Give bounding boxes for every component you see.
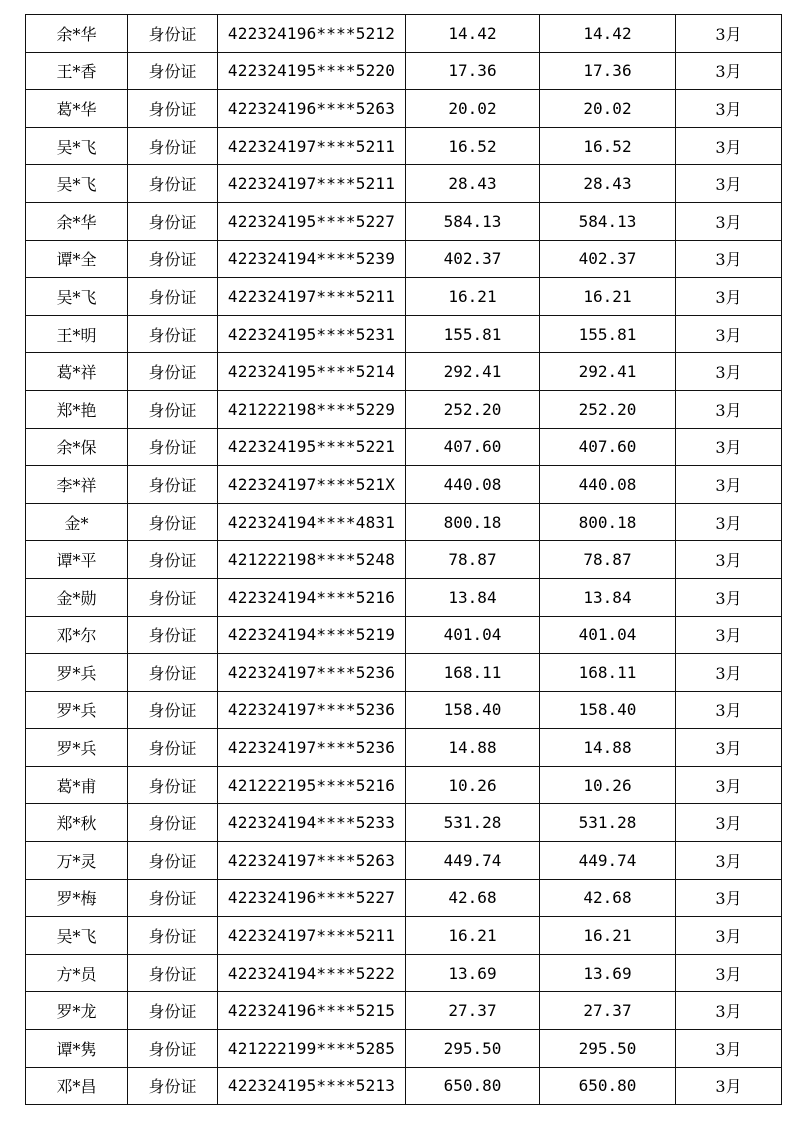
cell-month: 3月: [676, 691, 782, 729]
cell-month: 3月: [676, 992, 782, 1030]
cell-name: 谭*隽: [26, 1030, 128, 1068]
cell-amount-2: 292.41: [540, 353, 676, 391]
cell-amount-2: 155.81: [540, 315, 676, 353]
cell-name: 郑*秋: [26, 804, 128, 842]
cell-amount-1: 14.42: [406, 15, 540, 53]
cell-id-type: 身份证: [128, 15, 218, 53]
cell-month: 3月: [676, 917, 782, 955]
cell-id-number: 422324194****5239: [218, 240, 406, 278]
cell-amount-1: 449.74: [406, 842, 540, 880]
cell-month: 3月: [676, 654, 782, 692]
table-row: [26, 654, 782, 692]
cell-amount-2: 28.43: [540, 165, 676, 203]
cell-amount-2: 14.42: [540, 15, 676, 53]
cell-id-number: 422324195****5231: [218, 315, 406, 353]
cell-amount-1: 17.36: [406, 52, 540, 90]
cell-name: 罗*兵: [26, 729, 128, 767]
cell-id-number: 422324197****5236: [218, 729, 406, 767]
cell-id-type: 身份证: [128, 879, 218, 917]
table-row: [26, 992, 782, 1030]
cell-name: 吴*飞: [26, 127, 128, 165]
cell-name: 方*员: [26, 954, 128, 992]
cell-month: 3月: [676, 390, 782, 428]
cell-amount-2: 27.37: [540, 992, 676, 1030]
cell-id-number: 422324195****5213: [218, 1067, 406, 1105]
table-row: [26, 240, 782, 278]
cell-id-type: 身份证: [128, 954, 218, 992]
cell-id-type: 身份证: [128, 729, 218, 767]
cell-id-number: 422324195****5221: [218, 428, 406, 466]
cell-id-number: 422324197****5211: [218, 278, 406, 316]
cell-name: 邓*尔: [26, 616, 128, 654]
table-row: [26, 165, 782, 203]
cell-month: 3月: [676, 729, 782, 767]
cell-id-type: 身份证: [128, 90, 218, 128]
cell-month: 3月: [676, 616, 782, 654]
table-row: [26, 315, 782, 353]
cell-id-number: 421222198****5248: [218, 541, 406, 579]
cell-amount-2: 402.37: [540, 240, 676, 278]
cell-id-number: 422324196****5263: [218, 90, 406, 128]
cell-amount-2: 16.21: [540, 278, 676, 316]
cell-amount-2: 16.52: [540, 127, 676, 165]
cell-amount-2: 440.08: [540, 466, 676, 504]
cell-name: 吴*飞: [26, 165, 128, 203]
cell-month: 3月: [676, 503, 782, 541]
cell-month: 3月: [676, 766, 782, 804]
cell-month: 3月: [676, 90, 782, 128]
cell-amount-2: 295.50: [540, 1030, 676, 1068]
cell-amount-2: 16.21: [540, 917, 676, 955]
cell-amount-1: 650.80: [406, 1067, 540, 1105]
table-row: [26, 917, 782, 955]
cell-name: 吴*飞: [26, 278, 128, 316]
cell-name: 余*华: [26, 15, 128, 53]
cell-month: 3月: [676, 842, 782, 880]
cell-amount-2: 800.18: [540, 503, 676, 541]
cell-amount-1: 28.43: [406, 165, 540, 203]
cell-amount-1: 584.13: [406, 202, 540, 240]
cell-amount-1: 13.84: [406, 578, 540, 616]
cell-amount-1: 800.18: [406, 503, 540, 541]
cell-id-number: 422324194****5233: [218, 804, 406, 842]
cell-month: 3月: [676, 202, 782, 240]
cell-id-type: 身份证: [128, 52, 218, 90]
cell-name: 罗*兵: [26, 691, 128, 729]
cell-name: 金*: [26, 503, 128, 541]
cell-month: 3月: [676, 278, 782, 316]
cell-amount-1: 168.11: [406, 654, 540, 692]
cell-id-type: 身份证: [128, 654, 218, 692]
cell-name: 罗*龙: [26, 992, 128, 1030]
cell-id-number: 422324196****5215: [218, 992, 406, 1030]
cell-amount-1: 407.60: [406, 428, 540, 466]
cell-amount-2: 13.69: [540, 954, 676, 992]
cell-id-number: 422324197****5263: [218, 842, 406, 880]
cell-amount-2: 20.02: [540, 90, 676, 128]
cell-id-type: 身份证: [128, 804, 218, 842]
table-row: [26, 390, 782, 428]
table-row: [26, 466, 782, 504]
table-row: [26, 202, 782, 240]
cell-month: 3月: [676, 127, 782, 165]
table-row: [26, 766, 782, 804]
cell-name: 王*香: [26, 52, 128, 90]
table-row: [26, 729, 782, 767]
cell-amount-1: 16.21: [406, 917, 540, 955]
cell-name: 余*华: [26, 202, 128, 240]
cell-id-number: 422324197****521X: [218, 466, 406, 504]
cell-id-type: 身份证: [128, 353, 218, 391]
cell-amount-1: 531.28: [406, 804, 540, 842]
cell-name: 邓*昌: [26, 1067, 128, 1105]
cell-amount-1: 16.52: [406, 127, 540, 165]
cell-id-number: 422324197****5211: [218, 917, 406, 955]
cell-amount-2: 584.13: [540, 202, 676, 240]
table-row: [26, 879, 782, 917]
cell-name: 罗*兵: [26, 654, 128, 692]
cell-id-number: 422324194****5216: [218, 578, 406, 616]
cell-name: 谭*平: [26, 541, 128, 579]
table-row: [26, 15, 782, 53]
cell-amount-2: 531.28: [540, 804, 676, 842]
cell-id-type: 身份证: [128, 616, 218, 654]
cell-id-type: 身份证: [128, 917, 218, 955]
table-row: [26, 278, 782, 316]
cell-name: 葛*华: [26, 90, 128, 128]
cell-amount-2: 252.20: [540, 390, 676, 428]
cell-id-type: 身份证: [128, 127, 218, 165]
table-row: [26, 52, 782, 90]
cell-amount-1: 158.40: [406, 691, 540, 729]
table-row: [26, 691, 782, 729]
cell-id-type: 身份证: [128, 541, 218, 579]
cell-id-number: 421222198****5229: [218, 390, 406, 428]
table-row: [26, 1030, 782, 1068]
cell-id-type: 身份证: [128, 315, 218, 353]
cell-amount-1: 295.50: [406, 1030, 540, 1068]
table-row: [26, 541, 782, 579]
table-row: [26, 578, 782, 616]
table-row: [26, 1067, 782, 1105]
cell-amount-1: 13.69: [406, 954, 540, 992]
table-row: [26, 353, 782, 391]
cell-name: 余*保: [26, 428, 128, 466]
table-row: [26, 804, 782, 842]
cell-id-number: 422324197****5211: [218, 165, 406, 203]
cell-amount-2: 10.26: [540, 766, 676, 804]
cell-id-number: 422324197****5211: [218, 127, 406, 165]
cell-amount-2: 17.36: [540, 52, 676, 90]
cell-month: 3月: [676, 165, 782, 203]
cell-id-number: 422324196****5212: [218, 15, 406, 53]
cell-name: 郑*艳: [26, 390, 128, 428]
table-row: [26, 90, 782, 128]
cell-month: 3月: [676, 240, 782, 278]
cell-month: 3月: [676, 353, 782, 391]
cell-month: 3月: [676, 15, 782, 53]
cell-id-number: 422324195****5227: [218, 202, 406, 240]
table-row: [26, 616, 782, 654]
cell-amount-1: 292.41: [406, 353, 540, 391]
cell-name: 李*祥: [26, 466, 128, 504]
cell-amount-2: 168.11: [540, 654, 676, 692]
cell-name: 吴*飞: [26, 917, 128, 955]
cell-id-number: 422324194****5222: [218, 954, 406, 992]
cell-amount-2: 401.04: [540, 616, 676, 654]
cell-id-type: 身份证: [128, 766, 218, 804]
cell-id-number: 422324197****5236: [218, 691, 406, 729]
cell-id-type: 身份证: [128, 466, 218, 504]
cell-id-number: 422324197****5236: [218, 654, 406, 692]
cell-id-type: 身份证: [128, 1030, 218, 1068]
cell-id-number: 421222195****5216: [218, 766, 406, 804]
cell-id-type: 身份证: [128, 578, 218, 616]
cell-id-number: 422324195****5220: [218, 52, 406, 90]
cell-amount-1: 20.02: [406, 90, 540, 128]
table-row: [26, 127, 782, 165]
cell-name: 葛*甫: [26, 766, 128, 804]
cell-amount-2: 449.74: [540, 842, 676, 880]
cell-month: 3月: [676, 1030, 782, 1068]
cell-month: 3月: [676, 52, 782, 90]
cell-amount-1: 42.68: [406, 879, 540, 917]
cell-id-number: 422324194****5219: [218, 616, 406, 654]
cell-month: 3月: [676, 1067, 782, 1105]
cell-amount-1: 14.88: [406, 729, 540, 767]
cell-id-type: 身份证: [128, 165, 218, 203]
cell-amount-1: 27.37: [406, 992, 540, 1030]
cell-id-type: 身份证: [128, 992, 218, 1030]
cell-amount-1: 16.21: [406, 278, 540, 316]
cell-month: 3月: [676, 578, 782, 616]
cell-id-type: 身份证: [128, 390, 218, 428]
cell-month: 3月: [676, 541, 782, 579]
payment-roster-table: [25, 14, 782, 1105]
cell-amount-1: 401.04: [406, 616, 540, 654]
cell-amount-2: 14.88: [540, 729, 676, 767]
cell-id-number: 422324194****4831: [218, 503, 406, 541]
cell-month: 3月: [676, 954, 782, 992]
document-page: [25, 14, 775, 1105]
cell-id-type: 身份证: [128, 691, 218, 729]
cell-name: 葛*祥: [26, 353, 128, 391]
cell-id-type: 身份证: [128, 278, 218, 316]
cell-amount-1: 78.87: [406, 541, 540, 579]
cell-month: 3月: [676, 315, 782, 353]
cell-id-number: 422324196****5227: [218, 879, 406, 917]
cell-name: 万*灵: [26, 842, 128, 880]
cell-name: 金*勋: [26, 578, 128, 616]
cell-month: 3月: [676, 466, 782, 504]
cell-amount-1: 10.26: [406, 766, 540, 804]
table-row: [26, 954, 782, 992]
cell-amount-1: 440.08: [406, 466, 540, 504]
cell-id-type: 身份证: [128, 842, 218, 880]
cell-amount-2: 13.84: [540, 578, 676, 616]
cell-amount-2: 650.80: [540, 1067, 676, 1105]
cell-name: 罗*梅: [26, 879, 128, 917]
cell-month: 3月: [676, 804, 782, 842]
cell-amount-2: 78.87: [540, 541, 676, 579]
cell-amount-1: 402.37: [406, 240, 540, 278]
cell-month: 3月: [676, 879, 782, 917]
cell-month: 3月: [676, 428, 782, 466]
cell-amount-2: 407.60: [540, 428, 676, 466]
cell-amount-2: 158.40: [540, 691, 676, 729]
cell-name: 谭*全: [26, 240, 128, 278]
cell-id-type: 身份证: [128, 202, 218, 240]
cell-name: 王*明: [26, 315, 128, 353]
table-row: [26, 428, 782, 466]
cell-id-number: 422324195****5214: [218, 353, 406, 391]
cell-amount-1: 155.81: [406, 315, 540, 353]
cell-amount-1: 252.20: [406, 390, 540, 428]
cell-id-type: 身份证: [128, 503, 218, 541]
cell-id-type: 身份证: [128, 1067, 218, 1105]
cell-id-number: 421222199****5285: [218, 1030, 406, 1068]
table-body: [26, 15, 782, 1105]
cell-id-type: 身份证: [128, 428, 218, 466]
table-row: [26, 503, 782, 541]
table-row: [26, 842, 782, 880]
cell-amount-2: 42.68: [540, 879, 676, 917]
cell-id-type: 身份证: [128, 240, 218, 278]
